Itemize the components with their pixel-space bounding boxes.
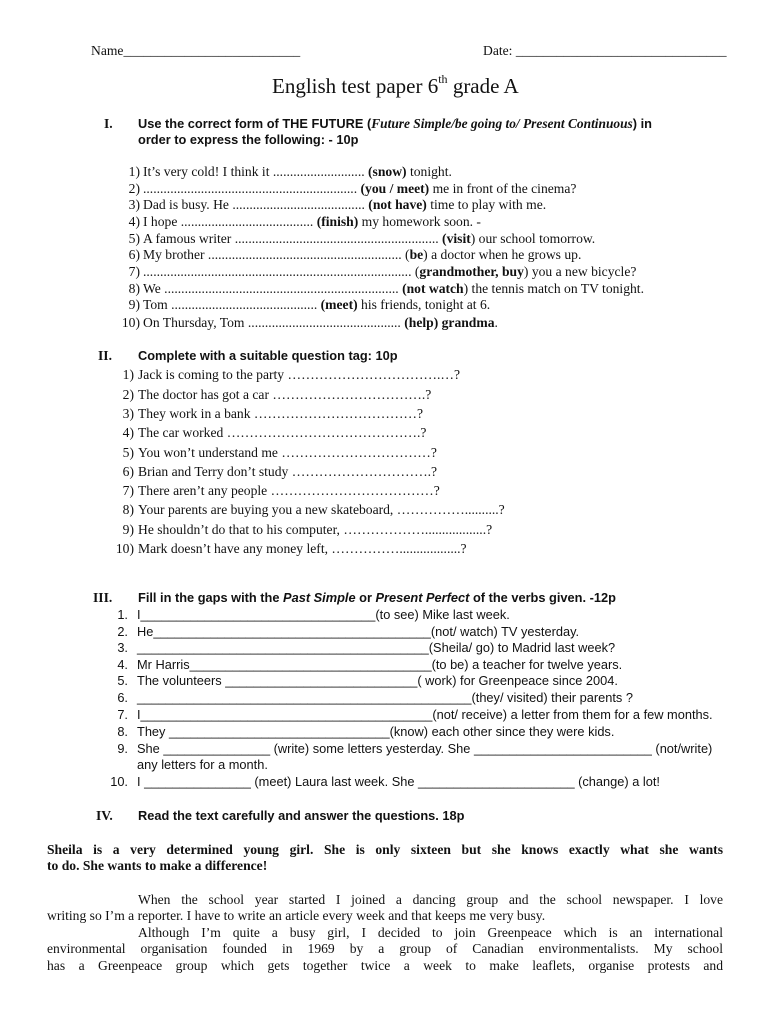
item-text[interactable]: Dad is busy. He .......................................: [143, 197, 369, 212]
item-text[interactable]: My brother ......................................................... (: [143, 247, 410, 262]
section3-item[interactable]: [106, 607, 510, 622]
item-text[interactable]: He shouldn’t do that to his computer, ………………..................?: [138, 522, 493, 537]
item-text[interactable]: We .....................................................................: [143, 281, 403, 296]
item-verb-hint: (you / meet): [360, 181, 430, 196]
item-text[interactable]: ............................................................................... (: [143, 264, 420, 279]
item-text[interactable]: A famous writer ............................................................: [143, 231, 443, 246]
item-verb-hint: grandmother, buy: [419, 264, 524, 279]
item-verb-hint: (not have): [368, 197, 427, 212]
item-text[interactable]: Jack is coming to the party …………………………….…?: [138, 367, 461, 382]
section1-item: [112, 231, 595, 247]
item-text-end: ) you a new bicycle?: [523, 264, 637, 279]
section3-heading-e: of the verbs given. -12p: [469, 590, 616, 605]
item-verb-hint: (meet): [320, 297, 358, 312]
section1-item: [112, 214, 481, 230]
title-rest: grade A: [447, 74, 519, 98]
section1-heading-a: Use the correct form of THE FUTURE (: [138, 116, 372, 131]
item-number: 1): [128, 164, 140, 179]
item-text[interactable]: Mark doesn’t have any money left, ……………..................?: [138, 541, 467, 556]
item-text-end: ) our school tomorrow.: [470, 231, 596, 246]
section2-item[interactable]: [106, 522, 492, 538]
section3-heading-c: or: [355, 590, 376, 605]
item-text-end: time to play with me.: [426, 197, 547, 212]
item-verb-hint: (snow): [368, 164, 407, 179]
section2-item[interactable]: [106, 425, 426, 441]
item-number: 2): [122, 387, 134, 402]
section2-item[interactable]: [106, 406, 423, 422]
section3-item[interactable]: [106, 757, 268, 772]
item-text-end: my homework soon. -: [358, 214, 481, 229]
item-text[interactable]: Mr Harris__________________________________(to be) a teacher for twelve years.: [137, 657, 623, 672]
name-blank[interactable]: __________________________: [123, 43, 301, 58]
item-text-end: ) a doctor when he grows up.: [423, 247, 582, 262]
section1-item: [112, 247, 581, 263]
item-number: 5.: [117, 673, 128, 688]
name-field[interactable]: [91, 43, 300, 59]
item-number: 3): [122, 406, 134, 421]
item-number: 5): [122, 445, 134, 460]
item-text[interactable]: The car worked …………………………………….?: [138, 425, 427, 440]
section4-intro-line2: to do. She wants to make a difference!: [47, 858, 268, 873]
item-verb-hint: (visit: [442, 231, 471, 246]
item-number: 10): [115, 541, 134, 556]
item-text[interactable]: any letters for a month.: [137, 757, 268, 772]
item-number: 1.: [117, 607, 128, 622]
item-number: 7.: [117, 707, 128, 722]
item-number: 2): [128, 181, 140, 196]
section4-heading: Read the text carefully and answer the questions. 18p: [138, 808, 465, 823]
item-number: 3.: [117, 640, 128, 655]
item-text[interactable]: On Thursday, Tom .............................................: [143, 315, 405, 330]
item-number: 9): [122, 522, 134, 537]
item-text[interactable]: The doctor has got a car …………………………….?: [138, 387, 432, 402]
section3-item[interactable]: [106, 624, 579, 639]
item-number: 9): [128, 297, 140, 312]
item-text[interactable]: I_________________________________(to see) Mike last week.: [137, 607, 510, 622]
item-text[interactable]: _______________________________________________(they/ visited) their parents ?: [137, 690, 633, 705]
section1-item: [112, 315, 498, 331]
item-number: 4.: [117, 657, 128, 672]
section3-item[interactable]: [106, 741, 712, 756]
passage-line: Although I’m quite a busy girl, I decided to join Greenpeace which is an international: [138, 925, 723, 940]
item-text[interactable]: They work in a bank ………………………………?: [138, 406, 424, 421]
section2-item[interactable]: [106, 541, 467, 557]
item-number: 6): [122, 464, 134, 479]
section1-item: [112, 181, 576, 197]
section1-item: [112, 281, 644, 297]
item-text[interactable]: It’s very cold! I think it ...........................: [143, 164, 369, 179]
item-text-end: tonight.: [406, 164, 452, 179]
item-number: 7): [122, 483, 134, 498]
item-text-end: ) the tennis match on TV tonight.: [463, 281, 644, 296]
section1-item: [112, 297, 490, 313]
section2-item[interactable]: [106, 387, 431, 403]
section3-item[interactable]: [106, 640, 615, 655]
title-main: English test paper 6: [272, 74, 439, 98]
section1-heading-italic: Future Simple/be going to/ Present Continuous: [371, 116, 633, 131]
item-number: 7): [128, 264, 140, 279]
item-number: 8): [122, 502, 134, 517]
item-text[interactable]: I _______________ (meet) Laura last week. She ______________________ (change) a lot!: [137, 774, 660, 789]
section3-number: III.: [93, 590, 113, 605]
item-number: 4): [122, 425, 134, 440]
item-text[interactable]: I hope .......................................: [143, 214, 317, 229]
item-verb-hint: (not watch: [402, 281, 464, 296]
section3-item[interactable]: [106, 673, 618, 688]
name-label: Name: [91, 43, 124, 58]
item-number: 5): [128, 231, 140, 246]
item-text[interactable]: Your parents are buying you a new skateboard, ……………..........?: [138, 502, 505, 517]
section3-item[interactable]: [106, 724, 614, 739]
item-number: 10.: [110, 774, 128, 789]
section3-item[interactable]: [106, 657, 622, 672]
section1-number: I.: [104, 116, 113, 131]
item-text[interactable]: Tom ...........................................: [143, 297, 321, 312]
section3-heading-a: Fill in the gaps with the: [138, 590, 284, 605]
section4-number: IV.: [96, 808, 113, 823]
item-number: 1): [122, 367, 134, 382]
item-text-end: .: [494, 315, 498, 330]
section2-item[interactable]: [106, 464, 437, 480]
item-number: 9.: [117, 741, 128, 756]
section3-heading-present-perfect: Present Perfect: [375, 590, 470, 605]
section1-item: [112, 164, 452, 180]
item-number: 8.: [117, 724, 128, 739]
item-text[interactable]: She _______________ (write) some letters yesterday. She _________________________ (not/write): [137, 741, 713, 756]
passage-line: has a Greenpeace group which gets together twice a week to make leaflets, organise protests and: [47, 958, 723, 973]
section3-heading-past-simple: Past Simple: [283, 590, 356, 605]
section1-heading-c: ) in: [632, 116, 652, 131]
item-text[interactable]: The volunteers ___________________________( work) for Greenpeace since 2004.: [137, 673, 618, 688]
item-number: 2.: [117, 624, 128, 639]
page-title: [272, 74, 519, 99]
item-text-end: me in front of the cinema?: [429, 181, 577, 196]
date-blank[interactable]: _______________________________: [515, 43, 727, 58]
item-number: 6): [128, 247, 140, 262]
section2-number: II.: [98, 348, 112, 363]
section1-heading-line2: order to express the following: - 10p: [138, 132, 359, 147]
title-sup: th: [438, 72, 448, 86]
section2-item[interactable]: [106, 445, 437, 461]
date-label: Date:: [483, 43, 516, 58]
section2-item[interactable]: [106, 483, 440, 499]
section3-heading: [138, 590, 616, 605]
item-text[interactable]: ...............................................................: [143, 181, 361, 196]
passage-line: writing so I’m a reporter. I have to write an article every week and that keeps me very busy.: [47, 908, 546, 923]
item-text[interactable]: I_________________________________________(not/ receive) a letter from them for a few months.: [137, 707, 713, 722]
section1-item: [112, 197, 546, 213]
passage-line: environmental organisation founded in 1969 by a group of Canadian environmentalists. My school: [47, 941, 723, 956]
item-verb-hint: be: [409, 247, 424, 262]
item-number: 4): [128, 214, 140, 229]
item-text[interactable]: They _______________________________(know) each other since they were kids.: [137, 724, 615, 739]
section4-intro-line1: Sheila is a very determined young girl. She is only sixteen but she knows exactly what she wants: [47, 842, 723, 857]
item-text[interactable]: He_______________________________________(not/ watch) TV yesterday.: [137, 624, 580, 639]
section3-item[interactable]: [106, 707, 713, 722]
item-text[interactable]: You won’t understand me ……………………………?: [138, 445, 437, 460]
section3-item[interactable]: [106, 774, 660, 789]
section2-item[interactable]: [106, 502, 505, 518]
item-text-end: his friends, tonight at 6.: [357, 297, 491, 312]
section2-heading: Complete with a suitable question tag: 10p: [138, 348, 398, 363]
section1-item: [112, 264, 636, 280]
item-text[interactable]: _________________________________________(Sheila/ go) to Madrid last week?: [137, 640, 616, 655]
item-text[interactable]: Brian and Terry don’t study ………………………….?: [138, 464, 438, 479]
item-number: 6.: [117, 690, 128, 705]
item-verb-hint: (finish): [316, 214, 359, 229]
section1-heading-line1: [138, 116, 652, 132]
section3-item[interactable]: [106, 690, 633, 705]
item-number: 3): [128, 197, 140, 212]
item-number: 10): [121, 315, 140, 330]
section2-item[interactable]: [106, 367, 460, 383]
item-verb-hint: (help) grandma: [404, 315, 495, 330]
item-text[interactable]: There aren’t any people ………………………………?: [138, 483, 440, 498]
item-number: 8): [128, 281, 140, 296]
date-field[interactable]: [483, 43, 727, 59]
passage-line: When the school year started I joined a dancing group and the school newspaper. I love: [138, 892, 723, 907]
